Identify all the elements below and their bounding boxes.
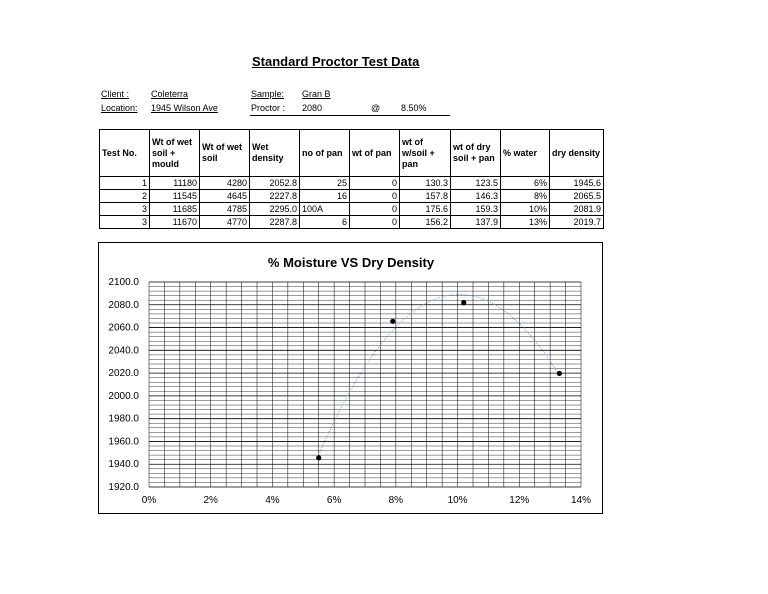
x-tick-label: 8%: [388, 495, 404, 506]
data-points: [316, 300, 562, 460]
y-axis-ticks: [108, 277, 139, 493]
document-title: Standard Proctor Test Data: [252, 54, 420, 69]
table-cell: 2227.8: [250, 190, 300, 203]
table-cell: 0: [350, 177, 400, 190]
sample-label: Sample:: [251, 89, 285, 99]
table-cell: 0: [350, 203, 400, 216]
location-label: Location:: [101, 103, 138, 113]
at-symbol: @: [371, 103, 381, 113]
col-header: wt of pan: [350, 130, 400, 177]
y-tick-label: 2020.0: [108, 368, 139, 380]
table-row: [100, 216, 604, 229]
table-cell: 13%: [501, 216, 550, 229]
table-row: [100, 177, 604, 190]
table-cell: 4280: [200, 177, 250, 190]
location-value: 1945 Wilson Ave: [151, 103, 218, 113]
y-tick-label: 1960.0: [108, 436, 139, 448]
table-cell: 11180: [150, 177, 200, 190]
y-tick-label: 2040.0: [108, 345, 139, 357]
y-tick-label: 2060.0: [108, 322, 139, 334]
table-cell: 2: [100, 190, 150, 203]
table-cell: 3: [100, 216, 150, 229]
table-cell: 175.6: [400, 203, 451, 216]
client-value: Coleterra: [151, 89, 189, 99]
table-cell: 123.5: [451, 177, 501, 190]
x-tick-label: 4%: [265, 495, 280, 506]
y-tick-label: 2080.0: [108, 299, 139, 311]
chart-title: % Moisture VS Dry Density: [267, 255, 435, 270]
col-header: % water: [501, 130, 550, 177]
y-tick-label: 2100.0: [108, 277, 139, 288]
table-cell: 2287.8: [250, 216, 300, 229]
table-cell: 137.9: [451, 216, 501, 229]
x-tick-label: 6%: [326, 495, 342, 506]
table-cell: 4785: [200, 203, 250, 216]
col-header: Wt of wet soil: [200, 130, 250, 177]
table-cell: 10%: [501, 203, 550, 216]
table-cell: 8%: [501, 190, 550, 203]
table-cell: 3: [100, 203, 150, 216]
col-header: dry density: [550, 130, 604, 177]
table-cell: 156.2: [400, 216, 451, 229]
header-underline: [250, 115, 450, 116]
table-cell: 11670: [150, 216, 200, 229]
x-axis-ticks: [142, 495, 591, 506]
table-cell: 159.3: [451, 203, 501, 216]
table-cell: 0: [350, 190, 400, 203]
table-cell: 6%: [501, 177, 550, 190]
col-header: wt of w/soil + pan: [400, 130, 451, 177]
chart-canvas: [99, 243, 604, 515]
table-cell: 157.8: [400, 190, 451, 203]
proctor-value: 2080: [302, 103, 323, 113]
table-row: [100, 203, 604, 216]
data-point: [390, 319, 395, 324]
x-tick-label: 14%: [570, 495, 592, 506]
chart-grid: [149, 282, 581, 487]
data-point: [557, 371, 562, 376]
table-header-row: [100, 130, 604, 177]
moisture-density-chart: [98, 242, 603, 514]
y-tick-label: 1940.0: [108, 459, 139, 471]
y-tick-label: 2000.0: [108, 390, 139, 402]
col-header: Test No.: [100, 130, 150, 177]
table-cell: 6: [300, 216, 350, 229]
sample-value: Gran B: [302, 89, 331, 99]
col-header: no of pan: [300, 130, 350, 177]
table-cell: 11545: [150, 190, 200, 203]
y-tick-label: 1920.0: [108, 482, 139, 493]
table-cell: 2019.7: [550, 216, 604, 229]
table-cell: 2065.5: [550, 190, 604, 203]
proctor-data-table: [99, 129, 604, 229]
col-header: Wet density: [250, 130, 300, 177]
table-cell: 1945.6: [550, 177, 604, 190]
table-cell: 1: [100, 177, 150, 190]
table-cell: 0: [350, 216, 400, 229]
table-cell: 2052.8: [250, 177, 300, 190]
x-tick-label: 2%: [203, 495, 218, 506]
table-cell: 2295.0: [250, 203, 300, 216]
table-cell: 4645: [200, 190, 250, 203]
table-cell: 100A: [300, 203, 350, 216]
y-tick-label: 1980.0: [108, 413, 139, 425]
table-cell: 4770: [200, 216, 250, 229]
table-cell: 16: [300, 190, 350, 203]
client-label: Client :: [101, 89, 130, 99]
table-cell: 130.3: [400, 177, 451, 190]
x-tick-label: 10%: [447, 495, 468, 506]
table-cell: 11685: [150, 203, 200, 216]
col-header: Wt of wet soil + mould: [150, 130, 200, 177]
data-point: [461, 300, 466, 305]
moisture-value: 8.50%: [401, 103, 427, 113]
x-tick-label: 0%: [141, 495, 157, 506]
table-cell: 2081.9: [550, 203, 604, 216]
table-row: [100, 190, 604, 203]
col-header: wt of dry soil + pan: [451, 130, 501, 177]
table-cell: 25: [300, 177, 350, 190]
data-point: [316, 455, 321, 460]
proctor-label: Proctor :: [251, 103, 286, 113]
x-tick-label: 12%: [509, 495, 530, 506]
table-cell: 146.3: [451, 190, 501, 203]
